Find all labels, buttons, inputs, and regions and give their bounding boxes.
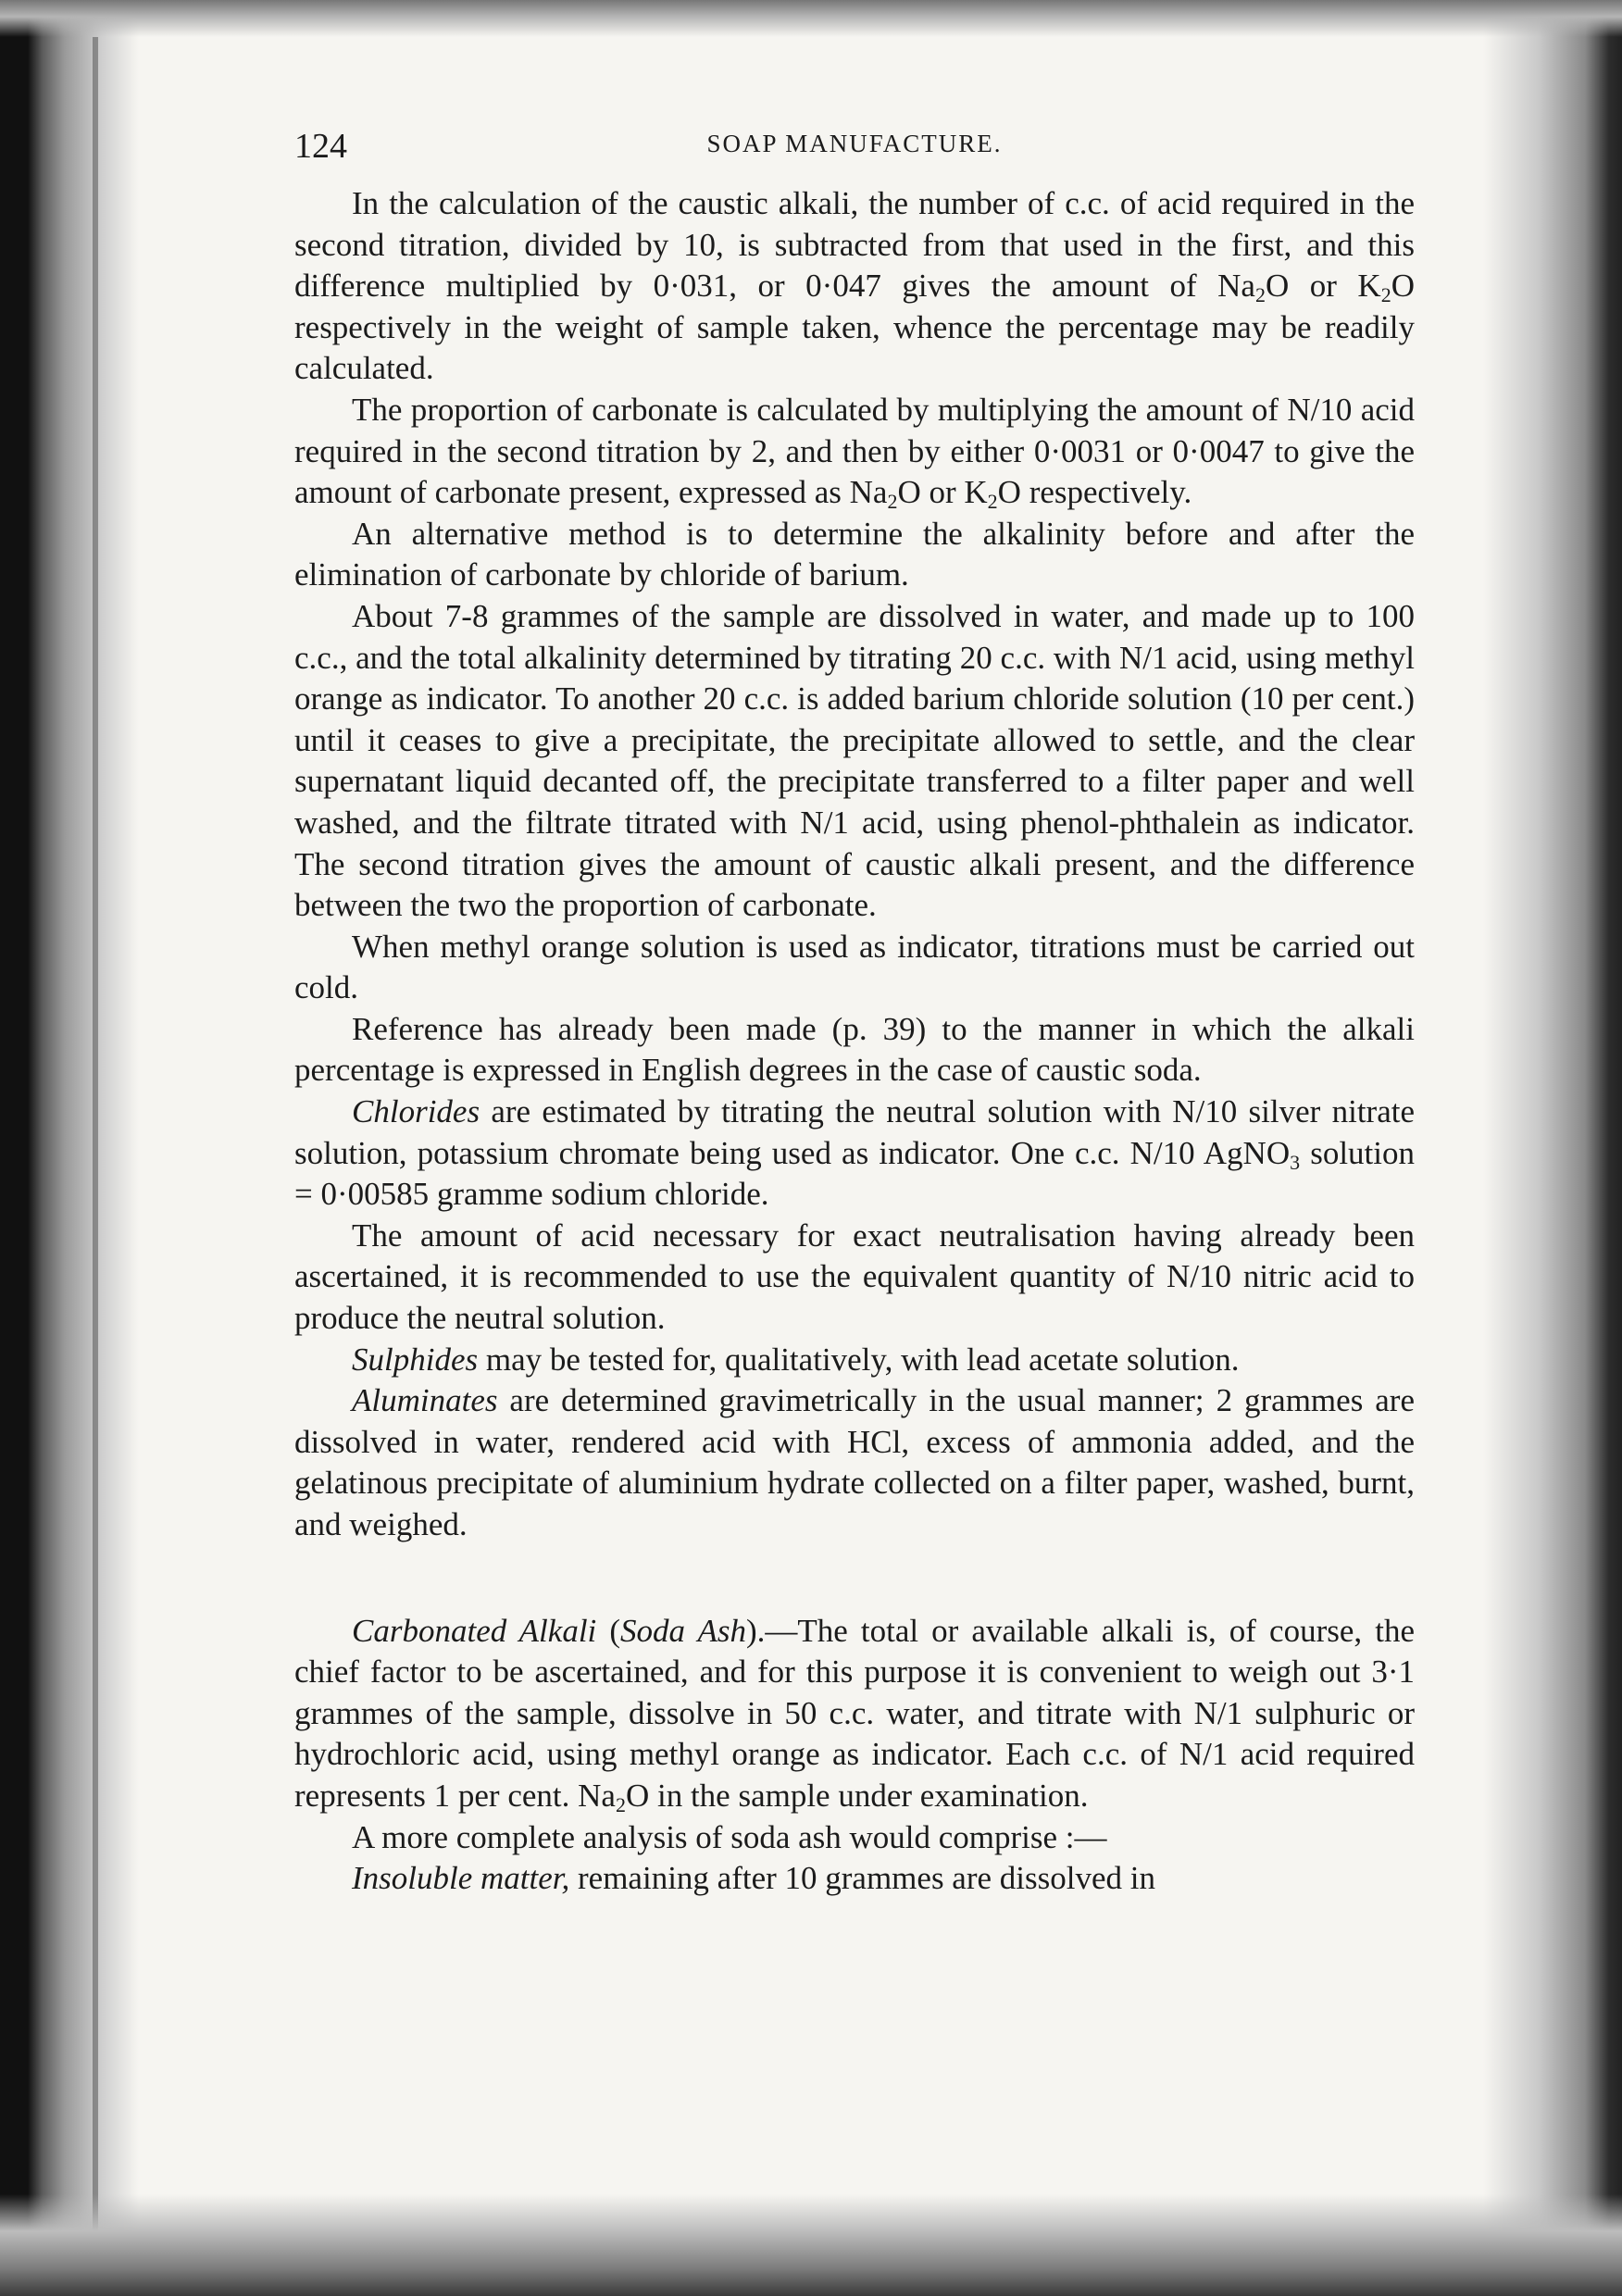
paragraph-caustic-calculation: In the calculation of the caustic alkali, the number of c.c. of acid required in the second titration, divided by 10, is subtracted from that used in the first, and this difference multiplied by 0·031, or 0·047 gives the amount of $Na_2O$ or $K_2O$ respectively in the weight of sample taken, whence the percentage may be readily calculated. xyxy=(294,185,1415,387)
running-title: SOAP MANUFACTURE. xyxy=(706,130,1003,157)
paragraph-reference: Reference has already been made (p. 39) to the manner in which the alkali percentage is expressed in English degrees in the case of caustic soda. xyxy=(294,1010,1415,1089)
body-text xyxy=(294,183,1415,1900)
running-head xyxy=(294,109,1415,174)
paragraph-sulphides: Sulphides may be tested for, qualitatively, with lead acetate solution. xyxy=(352,1341,1240,1378)
paragraph-chlorides: Chlorides are estimated by titrating the neutral solution with N/10 silver nitrate solution, potassium chromate being used as indicator. One c.c. N/10 AgNO$_3$ solution = 0·00585 gramme sodium chloride. xyxy=(294,1093,1416,1213)
paragraph-carbonated-alkali: Carbonated Alkali (Soda Ash).—The total or available alkali is, of course, the chief factor to be ascertained, and for this purpose it is convenient to weigh out 3·1 grammes of the sample, dissolve in 50 c.c. water, and titrate with N/1 sulphuric or hydrochloric acid, using methyl orange as indicator. Each c.c. of N/1 acid required represents 1 per cent. $Na_2O$ in the sample under examination. xyxy=(294,1612,1415,1816)
book-page xyxy=(294,109,1415,1900)
term-insoluble-matter: Insoluble matter, xyxy=(352,1860,570,1897)
scan-border-bottom xyxy=(0,2194,1622,2296)
paragraph-neutralisation: The amount of acid necessary for exact neutralisation having already been ascertained, it is recommended to use the equivalent quantity of N/10 nitric acid to produce the neutral solution. xyxy=(294,1217,1415,1337)
paragraph-alternative-method: An alternative method is to determine the alkalinity before and after the elimination of carbonate by chloride of barium. xyxy=(294,515,1415,593)
scan-border-right xyxy=(1483,0,1622,2296)
term-carbonated-alkali: Carbonated Alkali xyxy=(352,1612,597,1649)
term-aluminates: Aluminates xyxy=(352,1382,498,1419)
paragraph-carbonate-proportion: The proportion of carbonate is calculated by multiplying the amount of N/10 acid required in the second titration by 2, and then by either 0·0031 or 0·0047 to give the amount of carbonate present, expressed as $Na_2O$ or $K_2O$ respectively. xyxy=(294,391,1415,514)
paragraph-aluminates: Aluminates are determined gravimetrically in the usual manner; 2 grammes are dissolved in water, rendered acid with HCl, excess of ammonia added, and the gelatinous precipitate of aluminium hydrate collected on a filter paper, washed, burnt, and weighed. xyxy=(294,1382,1415,1542)
page-number: 124 xyxy=(294,127,347,166)
paragraph-barium-procedure: About 7-8 grammes of the sample are dissolved in water, and made up to 100 c.c., and the total alkalinity determined by titrating 20 c.c. with N/1 acid, using methyl orange as indicator. To another 20 c.c. is added barium chloride solution (10 per cent.) until it ceases to give a precipitate, the precipitate allowed to settle, and the clear supernatant liquid decanted off, the precipitate transferred to a filter paper and well washed, and the filtrate titrated with N/1 acid, using phenol-phthalein as indicator. The second titration gives the amount of caustic alkali present, and the difference between the two the proportion of carbonate. xyxy=(294,597,1415,924)
paragraph-insoluble-matter: Insoluble matter, remaining after 10 grammes are dissolved in xyxy=(352,1860,1155,1897)
term-soda-ash: Soda Ash xyxy=(620,1612,746,1649)
scan-border-left xyxy=(0,0,139,2296)
paragraph-complete-analysis: A more complete analysis of soda ash would comprise :— xyxy=(352,1818,1107,1855)
paragraph-methyl-orange-note: When methyl orange solution is used as indicator, titrations must be carried out cold. xyxy=(294,928,1415,1006)
term-sulphides: Sulphides xyxy=(352,1341,479,1378)
scan-border-top xyxy=(0,0,1622,37)
term-chlorides: Chlorides xyxy=(352,1093,480,1130)
